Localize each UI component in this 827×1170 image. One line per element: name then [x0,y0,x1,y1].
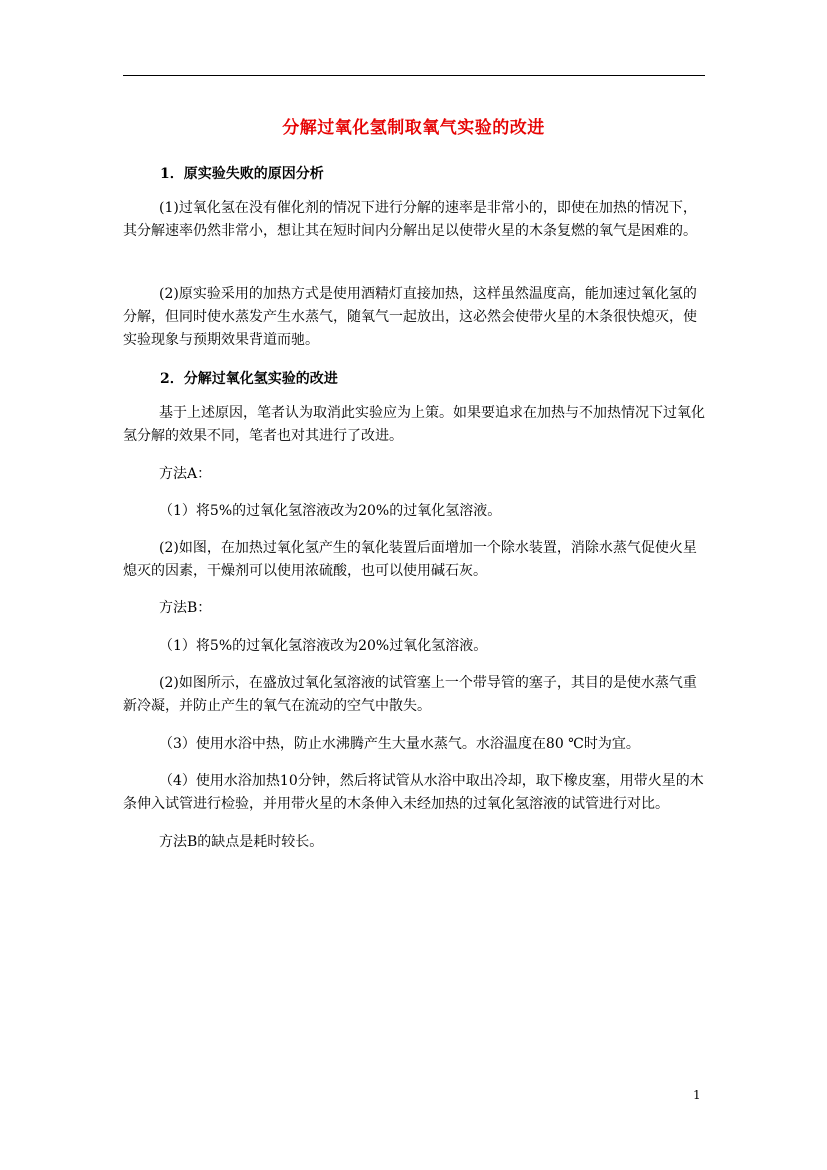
header-rule [123,75,705,76]
section-1-heading: 1．原实验失败的原因分析 [160,166,324,182]
method-b-label: 方法B： [159,600,212,616]
section-2-intro: 基于上述原因，笔者认为取消此实验应为上策。如果要追求在加热与不加热情况下过氧化氢分解的效果不同，笔者也对其进行了改进。 [123,405,705,444]
section-2-heading: 2．分解过氧化氢实验的改进 [160,371,338,387]
method-a-label: 方法A： [159,466,212,482]
method-b-drawback: 方法B的缺点是耗时较长。 [159,834,324,850]
method-b-step-3: （3）使用水浴中热，防止水沸腾产生大量水蒸气。水浴温度在80 ℃时为宜。 [159,736,640,752]
method-a-step-1: （1）将5%的过氧化氢溶液改为20%的过氧化氢溶液。 [159,503,502,519]
section-1-paragraph-1: (1)过氧化氢在没有催化剂的情况下进行分解的速率是非常小的，即使在加热的情况下，其分解速率仍然非常小，想让其在短时间内分解出足以使带火星的木条复燃的氧气是困难的。 [123,200,697,239]
method-b-step-2: (2)如图所示，在盛放过氧化氢溶液的试管塞上一个带导管的塞子，其目的是使水蒸气重新冷凝，并防止产生的氧气在流动的空气中散失。 [123,675,697,714]
method-b-step-1: （1）将5%的过氧化氢溶液改为20%过氧化氢溶液。 [159,638,488,654]
page-number: 1 [693,1088,701,1102]
section-1-paragraph-2: (2)原实验采用的加热方式是使用酒精灯直接加热，这样虽然温度高，能加速过氧化氢的分解，但同时使水蒸发产生水蒸气，随氧气一起放出，这必然会使带火星的木条很快熄灭，使实验现象与预期效果背道而驰。 [123,286,697,348]
document-title: 分解过氧化氢制取氧气实验的改进 [282,118,545,138]
method-b-step-4: （4）使用水浴加热10分钟，然后将试管从水浴中取出冷却，取下橡皮塞，用带火星的木条伸入试管进行检验，并用带火星的木条伸入未经加热的过氧化氢溶液的试管进行对比。 [123,773,704,812]
method-a-step-2: (2)如图，在加热过氧化氢产生的氧化装置后面增加一个除水装置，消除水蒸气促使火星熄灭的因素，干燥剂可以使用浓硫酸，也可以使用碱石灰。 [123,540,697,579]
